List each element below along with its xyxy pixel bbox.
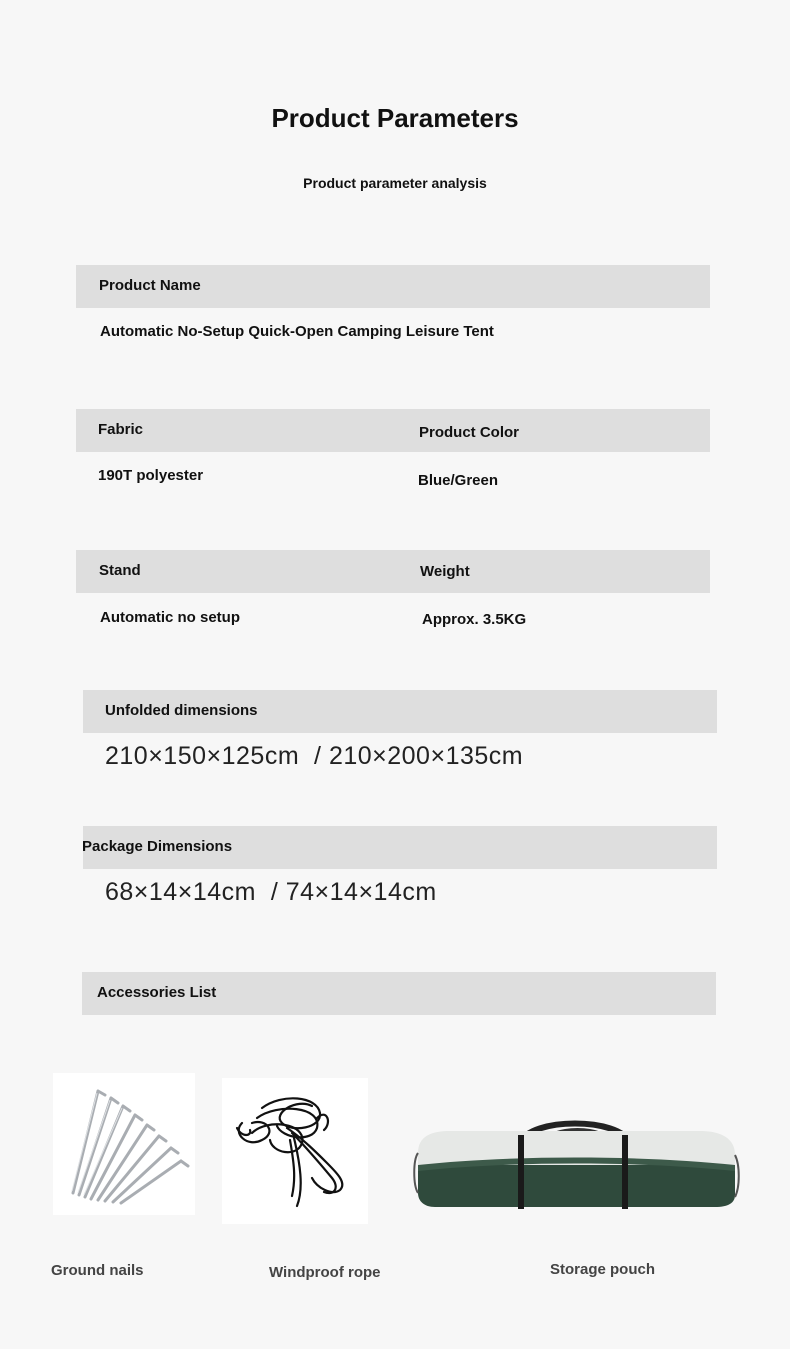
fabric-value: 190T polyester bbox=[98, 467, 204, 484]
product-name-label: Product Name bbox=[99, 277, 201, 294]
package-dimensions-value: 68×14×14cm / 74×14×14cm bbox=[105, 878, 437, 906]
page-subtitle: Product parameter analysis bbox=[303, 175, 487, 191]
weight-label: Weight bbox=[420, 563, 470, 580]
stand-label: Stand bbox=[99, 562, 141, 579]
windproof-rope-icon bbox=[222, 1078, 368, 1224]
unfolded-dimensions-header-bar bbox=[83, 690, 717, 733]
ground-nails-image bbox=[53, 1073, 195, 1215]
product-name-value: Automatic No-Setup Quick-Open Camping Leisure Tent bbox=[100, 323, 494, 340]
windproof-rope-label: Windproof rope bbox=[269, 1264, 381, 1281]
product-color-value: Blue/Green bbox=[418, 472, 499, 489]
storage-pouch-label: Storage pouch bbox=[550, 1261, 656, 1278]
storage-pouch-icon bbox=[410, 1115, 740, 1215]
unfolded-dimensions-value: 210×150×125cm / 210×200×135cm bbox=[105, 742, 524, 770]
accessories-header-bar bbox=[82, 972, 716, 1015]
storage-pouch-image bbox=[410, 1115, 740, 1215]
weight-value: Approx. 3.5KG bbox=[422, 611, 527, 628]
product-name-header-bar bbox=[76, 265, 710, 308]
product-color-label: Product Color bbox=[419, 424, 519, 441]
ground-nails-label: Ground nails bbox=[51, 1262, 144, 1279]
windproof-rope-image bbox=[222, 1078, 368, 1224]
fabric-label: Fabric bbox=[98, 421, 144, 438]
fabric-color-header-bar bbox=[76, 409, 710, 452]
page-title: Product Parameters bbox=[271, 103, 519, 133]
package-dimensions-label: Package Dimensions bbox=[82, 838, 233, 855]
unfolded-dimensions-label: Unfolded dimensions bbox=[105, 702, 258, 719]
stand-value: Automatic no setup bbox=[100, 609, 241, 626]
accessories-label: Accessories List bbox=[97, 984, 217, 1001]
stand-weight-header-bar bbox=[76, 550, 710, 593]
ground-nails-icon bbox=[53, 1073, 195, 1215]
